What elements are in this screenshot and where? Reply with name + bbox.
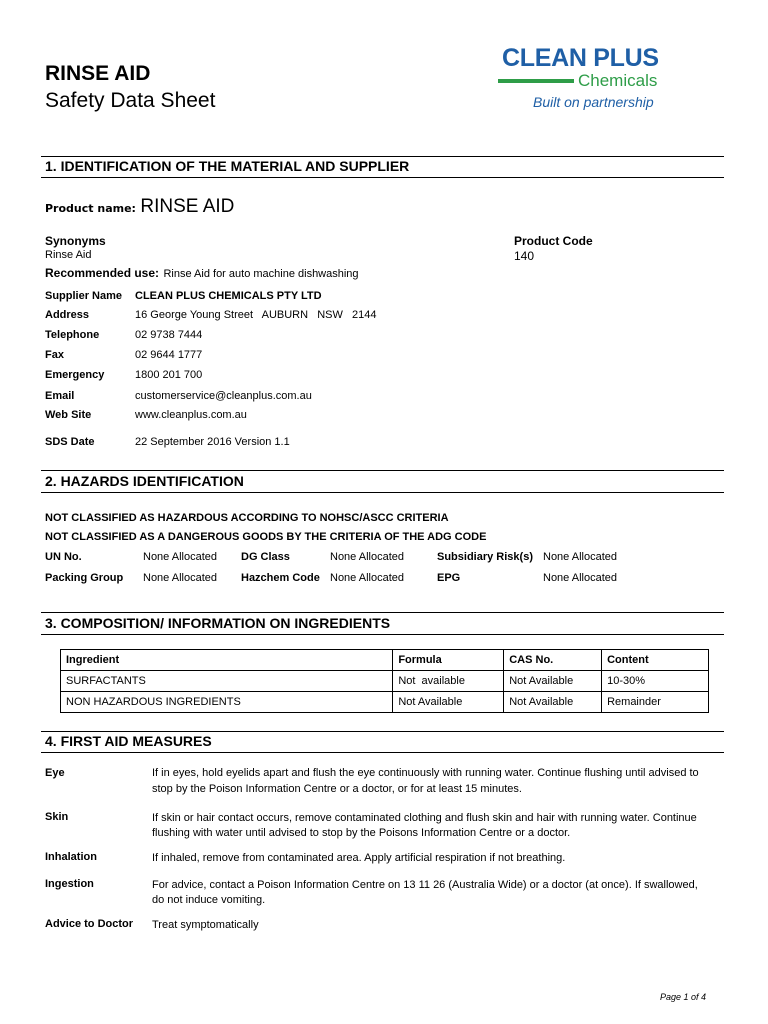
eye-label: Eye xyxy=(45,767,65,779)
dg-class-value: None Allocated xyxy=(330,551,404,563)
product-name-label: Product name: xyxy=(45,202,136,215)
dangerous-goods-line: NOT CLASSIFIED AS A DANGEROUS GOODS BY THE CRITERIA OF THE ADG CODE xyxy=(45,531,487,543)
advice-to-doctor-label: Advice to Doctor xyxy=(45,918,134,930)
cell-ingredient: NON HAZARDOUS INGREDIENTS xyxy=(61,692,393,713)
section-1-top-rule xyxy=(41,156,724,157)
col-header-ingredient: Ingredient xyxy=(61,650,393,671)
recommended-use-row xyxy=(45,264,359,282)
section-3-top-rule xyxy=(41,612,724,613)
email-label: Email xyxy=(45,390,75,402)
table-header-row xyxy=(61,650,709,671)
cell-formula: Not Available xyxy=(393,692,504,713)
inhalation-text xyxy=(152,851,727,866)
telephone-value: 02 9738 7444 xyxy=(135,329,203,341)
section-2-top-rule xyxy=(41,470,724,471)
section-4-top-rule xyxy=(41,731,724,732)
ingestion-text-line-1: For advice, contact a Poison Information Centre on 13 11 26 (Australia Wide) or a doctor (at once). If swallowed, xyxy=(152,879,698,891)
product-name-value: RINSE AID xyxy=(140,196,235,217)
section-3-heading: 3. COMPOSITION/ INFORMATION ON INGREDIENTS xyxy=(45,615,391,631)
supplier-name-label: Supplier Name xyxy=(45,290,123,302)
ingestion-text-line-2: do not induce vomiting. xyxy=(152,894,266,906)
company-logo xyxy=(498,42,683,117)
epg-value: None Allocated xyxy=(543,572,617,584)
eye-text-line-2: stop by the Poison Information Centre or a doctor, or for at least 15 minutes. xyxy=(152,783,522,795)
website-value[interactable]: www.cleanplus.com.au xyxy=(135,409,247,421)
ingestion-text xyxy=(152,878,727,908)
product-code-label: Product Code xyxy=(514,234,593,248)
synonyms-label: Synonyms xyxy=(45,234,106,248)
eye-text-line-1: If in eyes, hold eyelids apart and flush the eye continuously with running water. Continue flushing until advised to xyxy=(152,767,699,779)
section-2-heading: 2. HAZARDS IDENTIFICATION xyxy=(45,473,244,489)
website-label: Web Site xyxy=(45,409,92,421)
col-header-content: Content xyxy=(602,650,709,671)
cell-cas: Not Available xyxy=(504,671,602,692)
dg-class-label: DG Class xyxy=(241,551,290,563)
hazchem-code-value: None Allocated xyxy=(330,572,404,584)
synonyms-value: Rinse Aid xyxy=(45,249,92,261)
un-no-value: None Allocated xyxy=(143,551,217,563)
product-name-row xyxy=(45,196,234,218)
skin-text xyxy=(152,811,727,841)
table-row xyxy=(61,671,709,692)
document-title: RINSE AID xyxy=(45,62,151,85)
col-header-cas: CAS No. xyxy=(504,650,602,671)
section-2-bottom-rule xyxy=(41,492,724,493)
cell-content: 10-30% xyxy=(602,671,709,692)
hazard-classification-line: NOT CLASSIFIED AS HAZARDOUS ACCORDING TO NOHSC/ASCC CRITERIA xyxy=(45,512,449,524)
cell-cas: Not Available xyxy=(504,692,602,713)
skin-label: Skin xyxy=(45,811,69,823)
logo-tagline: Built on partnership xyxy=(533,94,654,110)
address-value: 16 George Young Street AUBURN NSW 2144 xyxy=(135,309,377,321)
skin-text-line-1: If skin or hair contact occurs, remove contaminated clothing and flush skin and hair with running water. Continue xyxy=(152,812,697,824)
logo-green-bar xyxy=(498,79,574,83)
supplier-name-value: CLEAN PLUS CHEMICALS PTY LTD xyxy=(135,290,322,302)
email-value[interactable]: customerservice@cleanplus.com.au xyxy=(135,390,312,402)
eye-text xyxy=(152,766,727,797)
page-number: Page 1 of 4 xyxy=(660,992,707,1002)
section-4-heading: 4. FIRST AID MEASURES xyxy=(45,733,212,749)
section-4-bottom-rule xyxy=(41,752,724,753)
ingredients-table xyxy=(60,649,709,713)
sds-date-label: SDS Date xyxy=(45,436,95,448)
telephone-label: Telephone xyxy=(45,329,100,341)
advice-to-doctor-text xyxy=(152,918,727,933)
epg-label: EPG xyxy=(437,572,461,584)
logo-sub-text: Chemicals xyxy=(578,71,658,90)
emergency-label: Emergency xyxy=(45,369,105,381)
logo-main-text: CLEAN PLUS xyxy=(502,44,659,72)
inhalation-text-line-1: If inhaled, remove from contaminated area. Apply artificial respiration if not breathing. xyxy=(152,852,566,864)
cell-formula: Not available xyxy=(393,671,504,692)
emergency-value: 1800 201 700 xyxy=(135,369,203,381)
advice-to-doctor-text-line-1: Treat symptomatically xyxy=(152,919,259,931)
fax-value: 02 9644 1777 xyxy=(135,349,203,361)
product-code-value: 140 xyxy=(514,249,535,263)
cell-ingredient: SURFACTANTS xyxy=(61,671,393,692)
recommended-use-value: Rinse Aid for auto machine dishwashing xyxy=(163,268,359,280)
packing-group-label: Packing Group xyxy=(45,572,124,584)
recommended-use-label: Recommended use: xyxy=(45,266,160,280)
section-1-bottom-rule xyxy=(41,177,724,178)
cell-content: Remainder xyxy=(602,692,709,713)
ingestion-label: Ingestion xyxy=(45,878,94,890)
sds-date-value: 22 September 2016 Version 1.1 xyxy=(135,436,290,448)
col-header-formula: Formula xyxy=(393,650,504,671)
document-subtitle: Safety Data Sheet xyxy=(45,89,216,112)
section-1-heading: 1. IDENTIFICATION OF THE MATERIAL AND SUPPLIER xyxy=(45,158,410,174)
inhalation-label: Inhalation xyxy=(45,851,97,863)
un-no-label: UN No. xyxy=(45,551,82,563)
packing-group-value: None Allocated xyxy=(143,572,217,584)
hazchem-code-label: Hazchem Code xyxy=(241,572,320,584)
section-3-bottom-rule xyxy=(41,634,724,635)
address-label: Address xyxy=(45,309,90,321)
subsidiary-risk-label: Subsidiary Risk(s) xyxy=(437,551,533,563)
subsidiary-risk-value: None Allocated xyxy=(543,551,617,563)
skin-text-line-2: flushing with water until advised to stop by the Poisons Information Centre or a doctor. xyxy=(152,827,571,839)
table-row xyxy=(61,692,709,713)
fax-label: Fax xyxy=(45,349,64,361)
